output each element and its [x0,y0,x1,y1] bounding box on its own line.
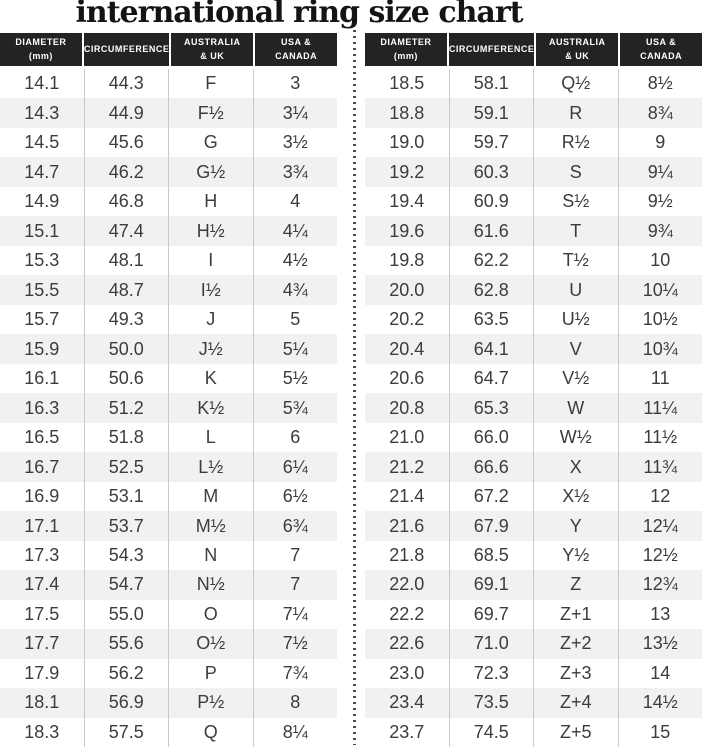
table-cell: Z+3 [533,659,618,688]
table-cell: 9¼ [618,157,702,186]
table-cell: 13 [618,600,702,629]
table-row [0,718,337,747]
table-row [0,275,337,304]
table-row [0,246,337,275]
table-cell: 53.1 [84,482,169,511]
page-title: international ring size chart [75,0,523,30]
table-cell: R [533,98,618,127]
table-cell: 8¾ [618,98,702,127]
table-cell: 5½ [253,364,338,393]
table-cell: 59.1 [449,98,534,127]
table-cell: 9 [618,128,702,157]
table-row [0,452,337,481]
table-cell: 11¾ [618,452,702,481]
table-cell: 14.7 [24,161,60,182]
table-cell: 72.3 [449,659,534,688]
table-cell: 3¼ [253,98,338,127]
table-row [0,69,337,98]
table-cell: 19.6 [389,220,425,241]
table-row [365,393,702,422]
table-cell: 64.7 [449,364,534,393]
table-cell: 55.6 [84,629,169,658]
table-cell: 4¼ [253,216,338,245]
table-row [365,364,702,393]
table-cell: 60.9 [449,187,534,216]
table-row [365,157,702,186]
table-cell: 48.7 [84,275,169,304]
table-cell: 14.9 [24,191,60,212]
table-row [365,688,702,717]
table-cell: 17.4 [24,574,60,595]
table-cell: 16.3 [24,397,60,418]
table-cell: 46.8 [84,187,169,216]
table-cell: 12½ [618,541,702,570]
table-cell: 9¾ [618,216,702,245]
dotted-divider [353,30,356,745]
table-row [0,216,337,245]
ring-size-table-left [0,33,337,747]
table-row [365,629,702,658]
table-cell: N [168,541,253,570]
table-row [365,600,702,629]
table-cell: Z [533,570,618,599]
column-header: CIRCUMFERENCE [447,33,535,66]
table-cell: N½ [168,570,253,599]
table-cell: 5 [253,305,338,334]
table-row [365,482,702,511]
table-row [0,98,337,127]
table-row [0,393,337,422]
table-cell: 56.9 [84,688,169,717]
table-cell: O [168,600,253,629]
table-cell: 17.7 [24,633,60,654]
table-cell: V [533,334,618,363]
table-cell: 13½ [618,629,702,658]
table-row [0,570,337,599]
table-cell: W [533,393,618,422]
table-cell: K½ [168,393,253,422]
table-cell: 19.0 [389,132,425,153]
table-cell: 8¼ [253,718,338,747]
table-cell: 44.9 [84,98,169,127]
table-cell: J½ [168,334,253,363]
table-row [0,334,337,363]
table-cell: 73.5 [449,688,534,717]
table-cell: 15.7 [24,309,60,330]
table-cell: 66.6 [449,452,534,481]
table-row [0,187,337,216]
table-cell: Z+1 [533,600,618,629]
table-cell: S½ [533,187,618,216]
ring-size-table-right [365,33,702,747]
table-cell: 60.3 [449,157,534,186]
column-header: AUSTRALIA & UK [534,33,618,66]
table-cell: 22.6 [389,633,425,654]
table-cell: T½ [533,246,618,275]
table-cell: M [168,482,253,511]
table-cell: 58.1 [449,69,534,98]
table-row [365,216,702,245]
table-cell: 12¼ [618,511,702,540]
table-cell: 51.8 [84,423,169,452]
table-cell: I½ [168,275,253,304]
table-cell: S [533,157,618,186]
table-cell: F½ [168,98,253,127]
table-cell: 9½ [618,187,702,216]
table-cell: P [168,659,253,688]
table-cell: 4¾ [253,275,338,304]
table-cell: 10 [618,246,702,275]
table-cell: 54.3 [84,541,169,570]
table-cell: 74.5 [449,718,534,747]
table-cell: 59.7 [449,128,534,157]
table-row [365,246,702,275]
table-cell: G [168,128,253,157]
table-cell: 61.6 [449,216,534,245]
table-row [0,600,337,629]
table-cell: 16.9 [24,486,60,507]
table-cell: 5¾ [253,393,338,422]
table-cell: 16.5 [24,427,60,448]
table-row [0,629,337,658]
table-cell: 67.2 [449,482,534,511]
table-cell: 14 [618,659,702,688]
table-cell: 15.3 [24,250,60,271]
table-cell: 15.9 [24,338,60,359]
table-cell: 50.0 [84,334,169,363]
table-row [365,275,702,304]
table-cell: W½ [533,423,618,452]
table-row [365,423,702,452]
table-row [0,157,337,186]
table-cell: 20.6 [389,368,425,389]
table-cell: 3 [253,69,338,98]
table-cell: 7½ [253,629,338,658]
table-row [365,452,702,481]
table-row [0,128,337,157]
table-row [365,541,702,570]
table-cell: 52.5 [84,452,169,481]
table-row [365,305,702,334]
table-header-row [0,33,337,66]
table-cell: 69.7 [449,600,534,629]
table-cell: 21.0 [389,427,425,448]
table-cell: 6 [253,423,338,452]
table-cell: 17.5 [24,603,60,624]
table-cell: 11¼ [618,393,702,422]
table-cell: 62.2 [449,246,534,275]
table-cell: Y [533,511,618,540]
table-cell: 4½ [253,246,338,275]
column-header: USA & CANADA [253,33,337,66]
table-cell: 21.2 [389,456,425,477]
table-row [0,423,337,452]
table-cell: 23.7 [389,721,425,742]
table-cell: T [533,216,618,245]
table-cell: L [168,423,253,452]
table-cell: 6½ [253,482,338,511]
table-cell: 57.5 [84,718,169,747]
table-header-row [365,33,702,66]
table-cell: V½ [533,364,618,393]
table-cell: Z+5 [533,718,618,747]
table-cell: L½ [168,452,253,481]
table-cell: 3¾ [253,157,338,186]
column-header: DIAMETER (mm) [0,33,82,66]
table-cell: H½ [168,216,253,245]
table-cell: 8½ [618,69,702,98]
table-cell: 45.6 [84,128,169,157]
table-cell: 10½ [618,305,702,334]
table-cell: 54.7 [84,570,169,599]
table-cell: 11 [618,364,702,393]
table-cell: 14.1 [24,73,60,94]
table-cell: 69.1 [449,570,534,599]
table-cell: 16.7 [24,456,60,477]
table-row [0,511,337,540]
table-row [0,305,337,334]
table-cell: 49.3 [84,305,169,334]
table-cell: 23.0 [389,662,425,683]
table-cell: G½ [168,157,253,186]
table-cell: Q [168,718,253,747]
table-cell: 18.5 [389,73,425,94]
table-cell: X½ [533,482,618,511]
table-cell: 55.0 [84,600,169,629]
table-body [0,69,337,747]
table-cell: 68.5 [449,541,534,570]
table-cell: K [168,364,253,393]
table-cell: 15.5 [24,279,60,300]
table-cell: U [533,275,618,304]
table-row [365,718,702,747]
table-cell: 11½ [618,423,702,452]
table-cell: 22.0 [389,574,425,595]
table-cell: 18.1 [24,692,60,713]
table-cell: J [168,305,253,334]
table-cell: 21.6 [389,515,425,536]
table-cell: 51.2 [84,393,169,422]
table-cell: H [168,187,253,216]
table-cell: Y½ [533,541,618,570]
table-cell: 66.0 [449,423,534,452]
table-cell: 20.2 [389,309,425,330]
table-cell: 47.4 [84,216,169,245]
table-cell: Z+4 [533,688,618,717]
table-cell: 7 [253,541,338,570]
table-cell: 18.3 [24,721,60,742]
table-row [365,128,702,157]
table-row [365,98,702,127]
table-cell: 48.1 [84,246,169,275]
table-cell: 15 [618,718,702,747]
table-cell: 18.8 [389,102,425,123]
table-cell: 21.4 [389,486,425,507]
table-row [365,187,702,216]
table-cell: M½ [168,511,253,540]
table-row [365,334,702,363]
table-cell: U½ [533,305,618,334]
table-cell: 22.2 [389,603,425,624]
table-row [0,688,337,717]
table-cell: 4 [253,187,338,216]
table-cell: 19.8 [389,250,425,271]
table-cell: 14.5 [24,132,60,153]
column-header: AUSTRALIA & UK [169,33,253,66]
table-cell: 10¾ [618,334,702,363]
table-cell: 7 [253,570,338,599]
table-cell: 62.8 [449,275,534,304]
table-cell: I [168,246,253,275]
table-row [365,659,702,688]
table-cell: 7¾ [253,659,338,688]
column-header: DIAMETER (mm) [365,33,447,66]
table-cell: 14½ [618,688,702,717]
table-cell: O½ [168,629,253,658]
table-cell: 23.4 [389,692,425,713]
table-cell: 7¼ [253,600,338,629]
table-cell: R½ [533,128,618,157]
table-cell: 17.9 [24,662,60,683]
table-cell: F [168,69,253,98]
table-row [0,482,337,511]
table-row [365,69,702,98]
table-cell: 20.8 [389,397,425,418]
table-cell: 6¼ [253,452,338,481]
table-cell: 53.7 [84,511,169,540]
table-cell: Q½ [533,69,618,98]
table-cell: 20.0 [389,279,425,300]
table-row [0,541,337,570]
table-cell: 44.3 [84,69,169,98]
table-cell: P½ [168,688,253,717]
table-row [365,570,702,599]
table-row [0,659,337,688]
table-cell: 8 [253,688,338,717]
table-cell: 19.4 [389,191,425,212]
table-cell: 56.2 [84,659,169,688]
column-header: CIRCUMFERENCE [82,33,170,66]
table-cell: 21.8 [389,544,425,565]
table-cell: 71.0 [449,629,534,658]
table-cell: 6¾ [253,511,338,540]
table-cell: 5¼ [253,334,338,363]
table-cell: 17.1 [24,515,60,536]
table-cell: 63.5 [449,305,534,334]
table-cell: 16.1 [24,368,60,389]
table-cell: 12 [618,482,702,511]
table-cell: 12¾ [618,570,702,599]
table-cell: 65.3 [449,393,534,422]
table-cell: 64.1 [449,334,534,363]
table-cell: 50.6 [84,364,169,393]
table-row [0,364,337,393]
table-cell: 46.2 [84,157,169,186]
table-body [365,69,702,747]
table-cell: Z+2 [533,629,618,658]
table-cell: 20.4 [389,338,425,359]
table-cell: 67.9 [449,511,534,540]
table-cell: 3½ [253,128,338,157]
table-cell: 15.1 [24,220,60,241]
table-cell: 14.3 [24,102,60,123]
column-header: USA & CANADA [618,33,702,66]
table-cell: 17.3 [24,544,60,565]
table-row [365,511,702,540]
table-cell: X [533,452,618,481]
table-cell: 19.2 [389,161,425,182]
table-cell: 10¼ [618,275,702,304]
